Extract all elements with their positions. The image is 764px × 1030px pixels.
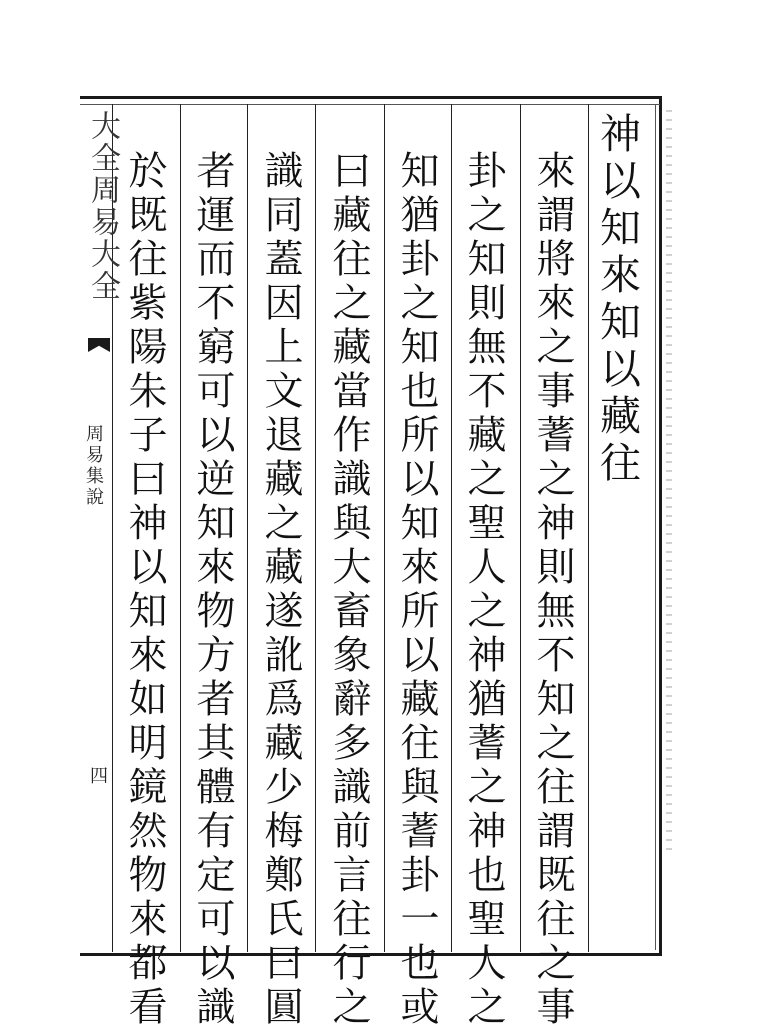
frame-inner-right-line bbox=[655, 104, 656, 950]
book-title: 周易集說 bbox=[83, 424, 104, 508]
text-column-8: 於既往紫陽朱子曰神以知來如明鏡然物來都看 bbox=[122, 150, 167, 1030]
text-column-5: 曰藏往之藏當作識與大畜象辭多識前言往行之 bbox=[326, 150, 371, 1030]
column-rule bbox=[180, 104, 181, 952]
text-column-1: 神以知來知以藏往 bbox=[593, 112, 641, 488]
text-column-4: 知猶卦之知也所以知來所以藏往與蓍卦一也或 bbox=[394, 150, 439, 1030]
text-column-3: 卦之知則無不藏之聖人之神猶蓍之神也聖人之 bbox=[461, 150, 506, 1030]
column-rule bbox=[247, 104, 248, 952]
text-column-6: 識同蓋因上文退藏之藏遂訛爲藏少梅鄭氏曰圓 bbox=[258, 150, 303, 1030]
scan-speckle bbox=[666, 110, 672, 850]
column-rule bbox=[520, 104, 521, 952]
column-rule bbox=[315, 104, 316, 952]
column-rule bbox=[451, 104, 452, 952]
text-column-2: 來謂將來之事蓍之神則無不知之往謂既往之事 bbox=[530, 150, 575, 1030]
column-rule bbox=[384, 104, 385, 952]
text-column-7: 者運而不窮可以逆知來物方者其體有定可以識 bbox=[190, 150, 235, 1030]
column-rule bbox=[588, 104, 589, 952]
frame-inner-top-line bbox=[80, 104, 660, 105]
page-number: 四 bbox=[87, 766, 108, 784]
running-title: 大全周易大全 bbox=[85, 110, 120, 302]
